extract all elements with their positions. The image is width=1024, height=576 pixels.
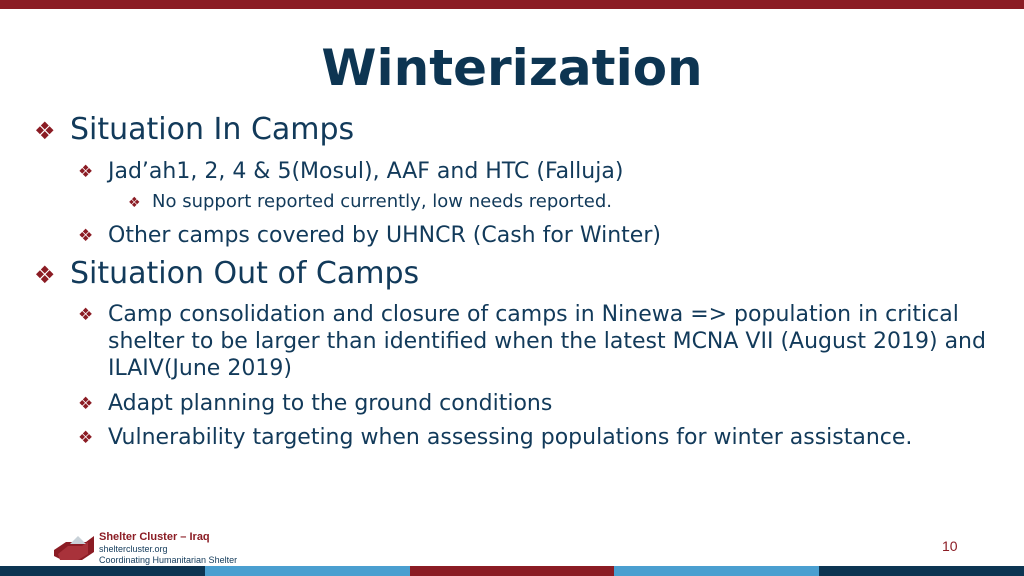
diamond-bullet-icon: ❖ <box>78 226 94 246</box>
bottom-bar-segment <box>819 566 1024 576</box>
diamond-bullet-icon: ❖ <box>78 394 94 414</box>
bullet-adapt-planning <box>78 390 988 418</box>
bottom-bar-segment <box>410 566 614 576</box>
bullet-text: Vulnerability targeting when assessing populations for winter assistance. <box>108 425 913 450</box>
bullet-text: Situation In Camps <box>70 112 355 147</box>
bottom-bar-segment <box>614 566 819 576</box>
diamond-bullet-icon: ❖ <box>128 195 141 211</box>
diamond-bullet-icon: ❖ <box>34 261 56 289</box>
diamond-bullet-icon: ❖ <box>34 117 56 145</box>
bullet-no-support <box>128 191 612 214</box>
bullet-other-camps <box>78 222 988 250</box>
org-tagline: Coordinating Humanitarian Shelter <box>99 555 238 565</box>
footer-org-block <box>99 530 237 566</box>
bottom-bar-segment <box>205 566 410 576</box>
bullet-camp-consolidation <box>78 301 988 382</box>
page-number: 10 <box>942 538 958 554</box>
diamond-bullet-icon: ❖ <box>78 428 94 448</box>
bullet-text: Other camps covered by UHNCR (Cash for Winter) <box>108 223 661 248</box>
hands-house-logo-icon <box>52 530 96 566</box>
diamond-bullet-icon: ❖ <box>78 305 94 325</box>
slide-title: Winterization <box>321 39 703 97</box>
bullet-vulnerability-targeting <box>78 424 988 452</box>
bottom-accent-bar <box>0 566 1024 576</box>
bullet-camps-list <box>78 158 988 186</box>
bottom-bar-segment <box>0 566 205 576</box>
bullet-text: No support reported currently, low needs reported. <box>152 191 612 212</box>
bullet-text: Situation Out of Camps <box>70 256 420 291</box>
top-accent-bar <box>0 0 1024 9</box>
bullet-situation-out-of-camps <box>34 256 419 293</box>
org-name: Shelter Cluster – Iraq <box>99 531 210 543</box>
diamond-bullet-icon: ❖ <box>78 162 94 182</box>
bullet-text: Jad’ah1, 2, 4 & 5(Mosul), AAF and HTC (Falluja) <box>108 159 624 184</box>
bullet-text: Adapt planning to the ground conditions <box>108 391 553 416</box>
org-website: sheltercluster.org <box>99 544 168 554</box>
bullet-situation-in-camps <box>34 112 354 149</box>
bullet-text: Camp consolidation and closure of camps in Ninewa => population in critical shelter to be larger than identified when the latest MCNA VII (August 2019) and ILAIV(June 2019) <box>108 302 986 381</box>
